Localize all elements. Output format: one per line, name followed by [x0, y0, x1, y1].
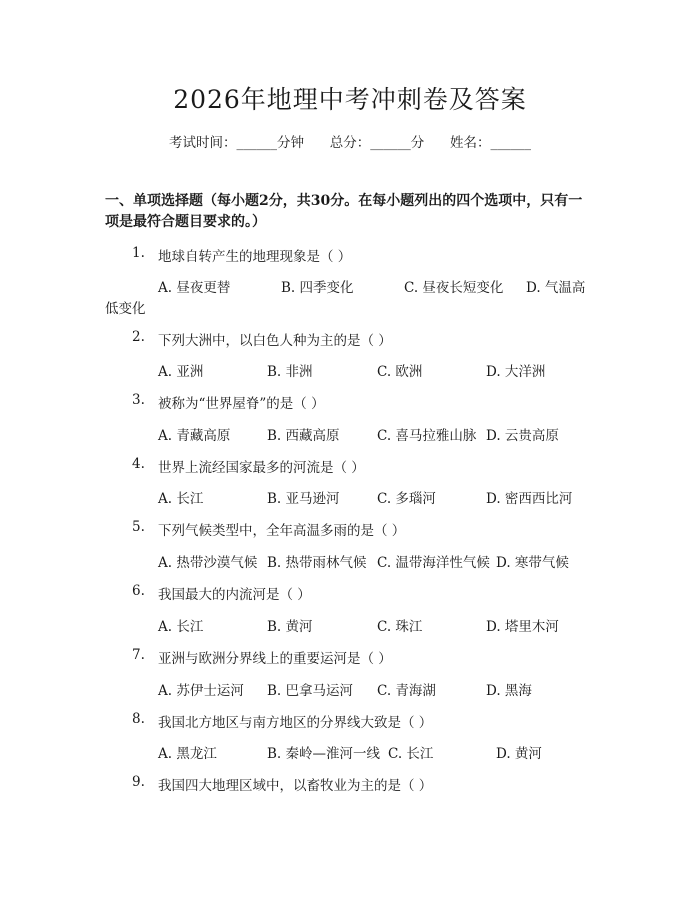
time-label: 考试时间： [169, 135, 237, 151]
question-text: 我国北方地区与南方地区的分界线大致是（ ） [158, 715, 433, 731]
option-d: D. 寒带气候 [496, 555, 569, 571]
option-a: A. 长江 [158, 619, 204, 635]
name-label: 姓名： [450, 135, 491, 151]
option-c: C. 青海湖 [377, 683, 436, 699]
option-d: D. 云贵高原 [486, 428, 559, 444]
option-c: C. 长江 [388, 746, 434, 762]
option-a: A. 热带沙漠气候 [158, 555, 258, 571]
score-blank: ______分 [370, 135, 425, 151]
time-blank: ______分钟 [236, 135, 304, 151]
question-text: 亚洲与欧洲分界线上的重要运河是（ ） [158, 651, 392, 667]
option-d: D. 密西西比河 [486, 491, 573, 507]
document-title: 2026年地理中考冲刺卷及答案 [173, 85, 527, 114]
section-heading: 一、单项选择题（每小题2分，共30分。在每小题列出的四个选项中，只有一项是最符合题目要求的。） [105, 193, 583, 230]
option-a: A. 黑龙江 [158, 746, 217, 762]
option-b: B. 黄河 [267, 619, 313, 635]
option-a: A. 青藏高原 [158, 428, 231, 444]
question-number: 4. [132, 456, 145, 472]
option-c: C. 喜马拉雅山脉 [377, 428, 477, 444]
option-b: B. 巴拿马运河 [267, 683, 354, 699]
option-c: C. 多瑙河 [377, 491, 436, 507]
question-number: 3. [132, 392, 145, 408]
question-text: 地球自转产生的地理现象是（ ） [158, 249, 352, 265]
option-d: D. 塔里木河 [486, 619, 559, 635]
question-number: 1. [132, 245, 145, 261]
option-b: B. 秦岭—淮河一线 [267, 746, 381, 762]
option-c: C. 欧洲 [377, 364, 423, 380]
score-label: 总分： [329, 135, 371, 151]
question-number: 5. [132, 519, 145, 535]
question-number: 2. [132, 329, 145, 345]
option-d: D. 黄河 [496, 746, 542, 762]
question-number: 7. [132, 647, 145, 663]
question-number: 6. [132, 583, 145, 599]
option-d: D. 大洋洲 [486, 364, 546, 380]
exam-meta-line [0, 131, 700, 151]
option-c: C. 温带海洋性气候 [377, 555, 490, 571]
option-wrap-text: 低变化 [105, 301, 146, 317]
option-c: C. 珠江 [377, 619, 423, 635]
option-d: D. 气温高 [526, 280, 586, 296]
option-b: B. 热带雨林气候 [267, 555, 367, 571]
question-text: 我国最大的内流河是（ ） [158, 587, 311, 603]
option-d: D. 黑海 [486, 683, 532, 699]
question-text: 世界上流经国家最多的河流是（ ） [158, 460, 365, 476]
question-text: 我国四大地理区域中，以畜牧业为主的是（ ） [158, 778, 433, 794]
option-a: A. 亚洲 [158, 364, 204, 380]
question-number: 8. [132, 711, 145, 727]
option-a: A. 长江 [158, 491, 204, 507]
option-b: B. 西藏高原 [267, 428, 340, 444]
question-number: 9. [132, 774, 145, 790]
option-a: A. 苏伊士运河 [158, 683, 244, 699]
question-text: 下列气候类型中，全年高温多雨的是（ ） [158, 523, 406, 539]
name-blank: ______ [490, 135, 531, 151]
option-a: A. 昼夜更替 [158, 280, 231, 296]
option-b: B. 非洲 [267, 364, 313, 380]
question-text: 被称为“世界屋脊”的是（ ） [158, 396, 325, 412]
question-text: 下列大洲中，以白色人种为主的是（ ） [158, 333, 392, 349]
option-c: C. 昼夜长短变化 [404, 280, 504, 296]
option-b: B. 四季变化 [281, 280, 354, 296]
option-b: B. 亚马逊河 [267, 491, 340, 507]
